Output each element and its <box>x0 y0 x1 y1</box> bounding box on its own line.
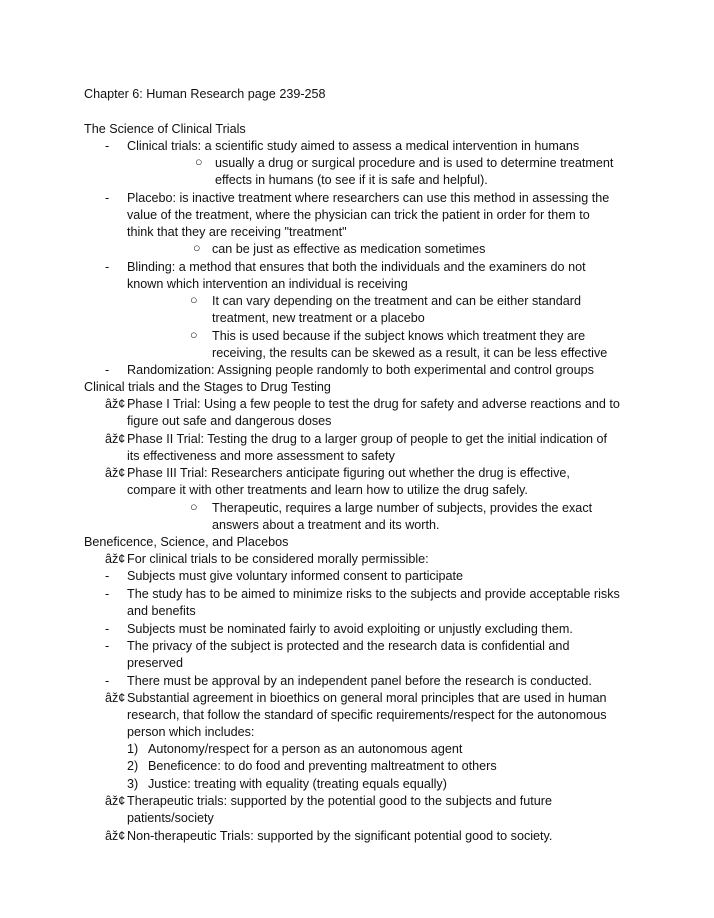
dash-bullet: - <box>105 363 110 377</box>
requirement-line: Subjects must give voluntary informed consent to participate <box>127 569 464 583</box>
blinding-line: known which intervention an individual is receiving <box>127 277 408 291</box>
arrow-bullet: âž¢ <box>105 552 126 566</box>
requirement-line: preserved <box>127 656 184 670</box>
randomization-line: Randomization: Assigning people randomly to both experimental and control groups <box>127 363 594 377</box>
dash-bullet: - <box>105 569 110 583</box>
blinding-sub-line: This is used because if the subject knows which treatment they are <box>212 329 586 343</box>
arrow-bullet: âž¢ <box>105 397 126 411</box>
blinding-sub-line: It can vary depending on the treatment and can be either standard <box>212 294 581 308</box>
circle-bullet: ○ <box>190 293 198 307</box>
agreement-line: research, that follow the standard of specific requirements/respect for the autonomous <box>127 708 607 722</box>
therapeutic-line: Therapeutic trials: supported by the potential good to the subjects and future <box>127 794 552 808</box>
phase-1-line: figure out safe and dangerous doses <box>127 414 332 428</box>
requirement-line: There must be approval by an independent panel before the research is conducted. <box>127 674 592 688</box>
dash-bullet: - <box>105 191 110 205</box>
phase-3-line: Phase III Trial: Researchers anticipate figuring out whether the drug is effective, <box>127 466 570 480</box>
numbered-principle: Beneficence: to do food and preventing maltreatment to others <box>148 759 497 773</box>
phase-2-line: its effectiveness and more assessment to safety <box>127 449 395 463</box>
agreement-line: person which includes: <box>127 725 255 739</box>
arrow-bullet: âž¢ <box>105 794 126 808</box>
arrow-bullet: âž¢ <box>105 466 126 480</box>
dash-bullet: - <box>105 622 110 636</box>
list-number: 1) <box>127 742 139 756</box>
requirement-line: The privacy of the subject is protected and the research data is confidential and <box>127 639 570 653</box>
section-heading-stages: Clinical trials and the Stages to Drug Testing <box>84 380 331 394</box>
agreement-line: Substantial agreement in bioethics on general moral principles that are used in human <box>127 691 607 705</box>
circle-bullet: ○ <box>190 328 198 342</box>
list-number: 2) <box>127 759 139 773</box>
therapeutic-line: patients/society <box>127 811 214 825</box>
section-heading-science: The Science of Clinical Trials <box>84 122 246 136</box>
non-therapeutic-line: Non-therapeutic Trials: supported by the significant potential good to society. <box>127 829 553 843</box>
list-number: 3) <box>127 777 139 791</box>
dash-bullet: - <box>105 639 110 653</box>
phase-1-line: Phase I Trial: Using a few people to test the drug for safety and adverse reactions and to <box>127 397 620 411</box>
clinical-trials-definition: Clinical trials: a scientific study aimed to assess a medical intervention in humans <box>127 139 580 153</box>
dash-bullet: - <box>105 674 110 688</box>
placebo-line: Placebo: is inactive treatment where researchers can use this method in assessing the <box>127 191 610 205</box>
blinding-line: Blinding: a method that ensures that both the individuals and the examiners do not <box>127 260 586 274</box>
arrow-bullet: âž¢ <box>105 432 126 446</box>
numbered-principle: Autonomy/respect for a person as an autonomous agent <box>148 742 463 756</box>
numbered-principle: Justice: treating with equality (treating equals equally) <box>148 777 447 791</box>
clinical-trials-sub-line: usually a drug or surgical procedure and is used to determine treatment <box>215 156 614 170</box>
dash-bullet: - <box>105 260 110 274</box>
placebo-sub: can be just as effective as medication sometimes <box>212 242 486 256</box>
section-heading-beneficence: Beneficence, Science, and Placebos <box>84 535 289 549</box>
clinical-trials-sub-line: effects in humans (to see if it is safe and helpful). <box>215 173 488 187</box>
phase-2-line: Phase II Trial: Testing the drug to a larger group of people to get the initial indication of <box>127 432 608 446</box>
document-title: Chapter 6: Human Research page 239-258 <box>84 87 326 101</box>
phase-3-line: compare it with other treatments and learn how to utilize the drug safely. <box>127 483 528 497</box>
circle-bullet: ○ <box>190 500 198 514</box>
arrow-bullet: âž¢ <box>105 829 126 843</box>
circle-bullet: ○ <box>195 155 203 169</box>
blinding-sub-line: receiving, the results can be skewed as a result, it can be less effective <box>212 346 608 360</box>
phase-3-sub-line: Therapeutic, requires a large number of subjects, provides the exact <box>212 501 593 515</box>
blinding-sub-line: treatment, new treatment or a placebo <box>212 311 425 325</box>
placebo-line: think that they are receiving "treatment" <box>127 225 347 239</box>
permissible-intro: For clinical trials to be considered morally permissible: <box>127 552 429 566</box>
arrow-bullet: âž¢ <box>105 691 126 705</box>
requirement-line: and benefits <box>127 604 196 618</box>
placebo-line: value of the treatment, where the physician can trick the patient in order for them to <box>127 208 590 222</box>
phase-3-sub-line: answers about a treatment and its worth. <box>212 518 440 532</box>
dash-bullet: - <box>105 139 110 153</box>
requirement-line: Subjects must be nominated fairly to avoid exploiting or unjustly excluding them. <box>127 622 573 636</box>
dash-bullet: - <box>105 587 110 601</box>
circle-bullet: ○ <box>193 241 201 255</box>
requirement-line: The study has to be aimed to minimize risks to the subjects and provide acceptable risks <box>127 587 620 601</box>
